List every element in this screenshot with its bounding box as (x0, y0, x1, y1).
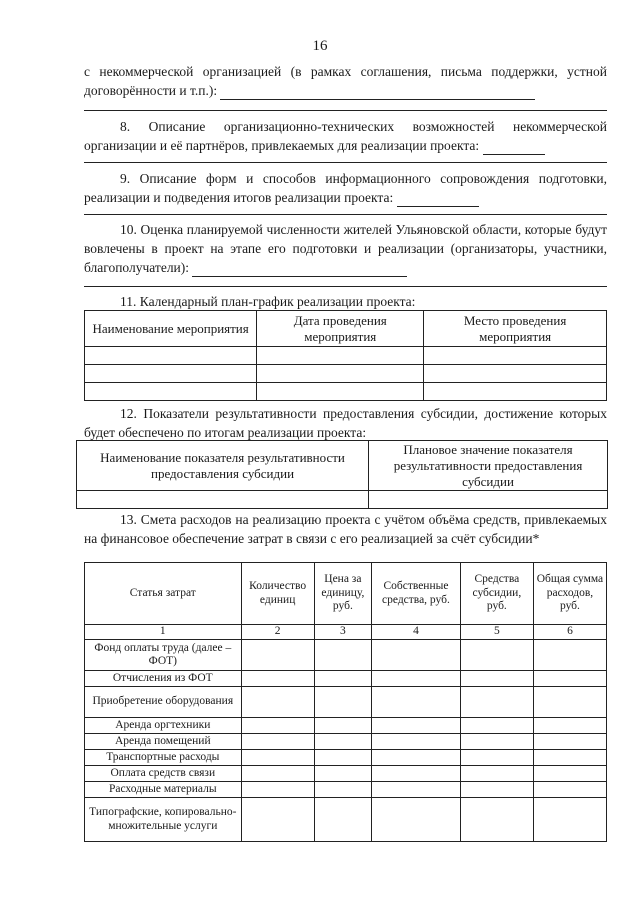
col-expense-item: Статья затрат (85, 563, 242, 625)
col-event-name: Наименование мероприятия (85, 311, 257, 347)
expense-item-label: Оплата средств связи (85, 766, 242, 782)
section-11: 11. Календарный план-график реализации проекта: (120, 294, 416, 309)
col-unit-price: Цена за единицу, руб. (314, 563, 371, 625)
table-row (77, 491, 608, 509)
expense-item-label: Расходные материалы (85, 782, 242, 798)
table-row (85, 365, 607, 383)
table-row (85, 734, 607, 750)
col-event-place: Место проведения мероприятия (424, 311, 607, 347)
expense-item-label: Аренда оргтехники (85, 718, 242, 734)
table-row (85, 687, 607, 718)
col-total: Общая сумма расходов, руб. (533, 563, 606, 625)
expense-item-label: Отчисления из ФОТ (85, 671, 242, 687)
section-8: 8. Описание организационно-технических возможностей некоммерческой организации и её партнёров, привлекаемых для реализации проекта: (84, 119, 607, 153)
fill-line[interactable] (84, 162, 607, 163)
intro-paragraph: с некоммерческой организацией (в рамках соглашения, письма поддержки, устной договорённости и т.п.): (84, 64, 607, 98)
section-13: 13. Смета расходов на реализацию проекта с учётом объёма средств, привлекаемых на финансовое обеспечение затрат в связи с его реализацией за счёт субсидии* (84, 512, 607, 546)
fill-line[interactable] (220, 85, 535, 100)
col-own-funds: Собственные средства, руб. (372, 563, 461, 625)
col-event-date: Дата проведения мероприятия (257, 311, 424, 347)
fill-line[interactable] (84, 214, 607, 215)
fill-line[interactable] (483, 140, 545, 155)
table-row (85, 718, 607, 734)
table-row (85, 798, 607, 842)
page-number: 16 (312, 38, 328, 54)
col-indicator-name: Наименование показателя результативности предоставления субсидии (77, 441, 369, 491)
fill-line[interactable] (192, 262, 407, 277)
expense-item-label: Приобретение оборудования (85, 687, 242, 718)
section-9: 9. Описание форм и способов информационного сопровождения подготовки, реализации и подведения итогов реализации проекта: (84, 171, 607, 205)
table-row (85, 782, 607, 798)
budget-table (84, 562, 607, 842)
fill-line[interactable] (84, 110, 607, 111)
expense-item-label: Транспортные расходы (85, 750, 242, 766)
table-row (85, 640, 607, 671)
expense-item-label: Типографские, копировально-множительные услуги (85, 798, 242, 842)
table-row (85, 383, 607, 401)
fill-line[interactable] (84, 286, 607, 287)
indicators-table (76, 440, 608, 509)
calendar-plan-table (84, 310, 607, 401)
col-indicator-value: Плановое значение показателя результативности предоставления субсидии (369, 441, 608, 491)
fill-line[interactable] (397, 192, 479, 207)
expense-item-label: Аренда помещений (85, 734, 242, 750)
col-quantity: Количество единиц (241, 563, 314, 625)
table-row (85, 766, 607, 782)
expense-item-label: Фонд оплаты труда (далее – ФОТ) (85, 640, 242, 671)
col-subsidy-funds: Средства субсидии, руб. (460, 563, 533, 625)
table-row (85, 347, 607, 365)
section-10: 10. Оценка планируемой численности жителей Ульяновской области, которые будут вовлечены в проект на этапе его подготовки и реализации (организаторы, участники, благополучатели): (84, 222, 607, 275)
table-row (85, 671, 607, 687)
column-numbers-row: 1 2 3 4 5 6 (85, 625, 607, 640)
section-12: 12. Показатели результативности предоставления субсидии, достижение которых будет обеспечено по итогам реализации проекта: (84, 406, 607, 440)
table-row (85, 750, 607, 766)
